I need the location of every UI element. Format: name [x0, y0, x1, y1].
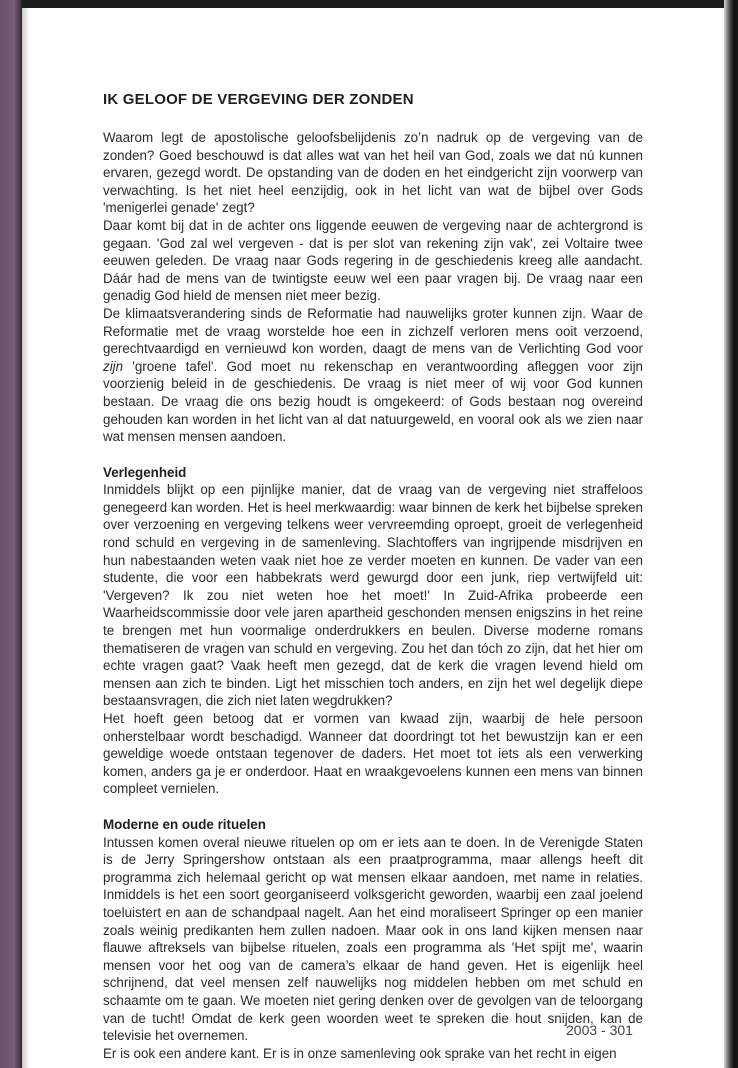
book-spine-edge: [0, 0, 22, 1068]
intro-paragraph-2: Daar komt bij dat in de achter ons liggende eeuwen de vergeving naar de achtergrond is gegaan. 'God zal wel vergeven - dat is per slot van rekening zijn vak', zei Voltaire twee eeuwen geleden. De vraag naar Gods regering in de geschiedenis kreeg alle aandacht. Dáár had de mens van de twintigste eeuw wel een paar vragen bij. De vraag naar een genadig God hield de mensen niet meer bezig.: [103, 217, 643, 304]
page-title: IK GELOOF DE VERGEVING DER ZONDEN: [103, 91, 414, 108]
intro-p3-text-a: De klimaatsverandering sinds de Reformatie had nauwelijks groter kunnen zijn. Waar de Reformatie met de vraag worstelde hoe een in zichzelf verloren mens ooit verzoend, gerechtvaardigd en vernieuwd kon worden, daagt de mens van de Verlichting God voor: [103, 305, 643, 357]
section-heading-verlegenheid: Verlegenheid: [103, 464, 187, 480]
section1-paragraph-1: Inmiddels blijkt op een pijnlijke manier, dat de vraag van de vergeving niet straffeloos genegeerd kan worden. Het is heel merkwaardig: waar binnen de kerk het bijbelse spreken over verzoening en vergeving telkens weer vervreemding oproept, groeit de verlegenheid rond schuld en vergeving in de samenleving. Slachtoffers van ingrijpende misdrijven en hun nabestaanden weten vaak niet hoe ze verder moeten en kunnen. De vader van een studente, die voor een habbekrats werd gewurgd door een junk, riep vertwijfeld uit: 'Vergeven? Ik zou niet weten hoe het moet!' In Zuid-Afrika probeerde een Waarheidscommissie door vele jaren apartheid geschonden mensen enigszins in het reine te brengen met hun voormalige onderdrukkers en beulen. Diverse moderne romans thematiseren de vragen van schuld en vergeving. Zou het dan tóch zo zijn, dat het hier om echte vragen gaat? Vaak heeft men gezegd, dat de kerk die vragen levend hield om mensen aan zich te binden. Ligt het misschien toch anders, en zijn het wel degelijk diepe bestaansvragen, die zich niet laten wegdrukken?: [103, 482, 643, 709]
section1-paragraph-2: Het hoeft geen betoog dat er vormen van kwaad zijn, waarbij de hele persoon onherstelbaar wordt beschadigd. Wanneer dat doordringt tot het bewustzijn kan er een geweldige woede ontstaan tegenover de daders. Het moet tot iets als een verwerking komen, anders ga je er onderdoor. Haat en wraakgevoelens kunnen een mens van binnen compleet vernielen.: [103, 711, 643, 797]
scan-top-edge: [0, 0, 738, 8]
section2-paragraph-2: Er is ook een andere kant. Er is in onze samenleving ook sprake van het recht in eigen: [103, 1045, 617, 1061]
section2-paragraph-1: Intussen komen overal nieuwe rituelen op om er iets aan te doen. In de Verenigde Staten is de Jerry Springershow ontstaan als een praatprogramma, maar allengs heeft dit programma zich helemaal gericht op wat mensen elkaar aandoen, met name in relaties. Inmiddels is het een soort georganiseerd volksgericht geworden, waarbij een zaal joelend toeluistert en aan de schandpaal nagelt. Aan het eind moraliseert Springer op een manier zoals weinig predikanten hem zullen nadoen. Maar ook in ons land kijken mensen naar flauwe aftreksels van bijbelse rituelen, zoals een programma als 'Het spijt me', waarin mensen voor het oog van de camera’s elkaar de hand geven. Het is eigenlijk heel schrijnend, dat veel mensen zelf nauwelijks nog middelen hebben om met schuld en schaamte om te gaan. We moeten niet gering denken over de gevolgen van de teloorgang van de tucht! Omdat de kerk geen woorden weet te spreken die hout snijden, kan de televisie het overnemen.: [103, 834, 643, 1044]
section-heading-rituelen: Moderne en oude rituelen: [103, 816, 266, 832]
scan-right-edge: [724, 0, 738, 1068]
intro-p3-italic-word: zijn: [103, 358, 124, 374]
page-number: 2003 - 301: [566, 1022, 633, 1038]
intro-paragraph-1: Waarom legt de apostolische geloofsbelijdenis zo’n nadruk op de vergeving van de zonden? Goed beschouwd is dat alles wat van het heil van God, zoals we dat nú kunnen ervaren, gezegd wordt. De opstanding van de doden en het eindgericht zijn voorwerp van verwachting. Is het niet heel eenzijdig, ook in het licht van wat de bijbel over Gods 'menigerlei genade' zegt?: [103, 130, 643, 216]
page-content: [103, 90, 643, 1062]
intro-paragraph-3: [103, 305, 643, 446]
intro-p3-text-b: 'groene tafel'. God moet nu rekenschap en verantwoording afleggen voor zijn voorzienig beleid in de geschiedenis. De vraag is niet meer of wij voor God kunnen bestaan. De vraag die ons bezig houdt is omgekeerd: of Gods bestaan nog overeind gehouden kan worden in het licht van al dat natuurgeweld, en vooral ook als we zien naar wat mensen mensen aandoen.: [103, 358, 643, 445]
page-gutter-shadow: [22, 8, 30, 1068]
